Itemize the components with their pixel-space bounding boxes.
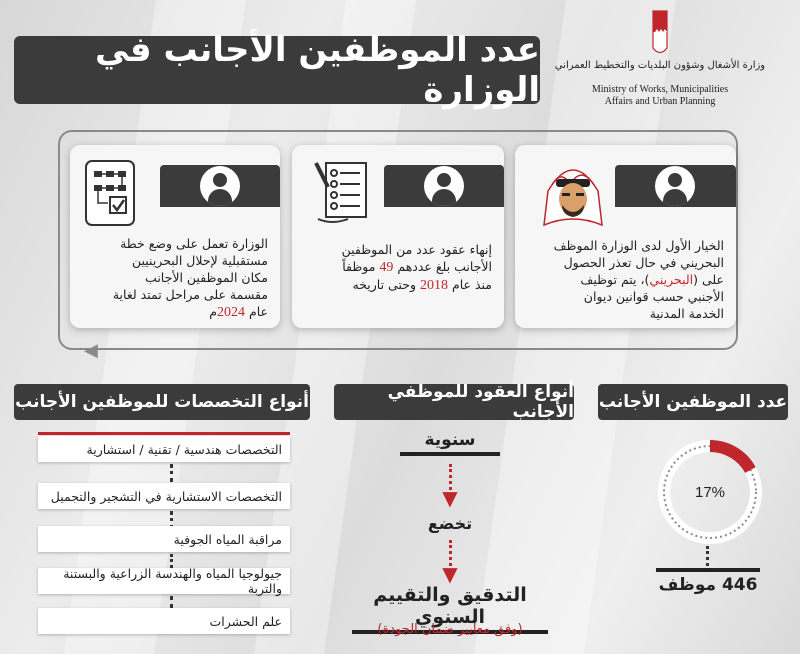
card-header-bar [615,165,736,207]
quality-note: (وفق معايير ضمان الجودة) [377,622,523,637]
card-text-line: مقسمة على مراحل تمتد لغاية [112,287,268,302]
arrow-down-icon: ▼ [442,562,458,586]
highlight-bahraini: البحريني [649,272,694,287]
card-text-line: الأجنبي حسب قوانين ديوان [583,289,724,304]
person-icon [200,166,240,206]
percent-ring [650,432,770,552]
highlight-number: 2024 [217,305,245,320]
contract-type-annual: سنوية [400,430,500,456]
card-text-line: )، يتم توظيف [580,272,650,287]
specialty-item: جيولوجيا المياه والهندسة الزراعية والبستنة والتربة [38,568,290,594]
ministry-logo [550,10,770,120]
card-text-line: إنهاء عقود عدد من الموظفين [341,242,492,257]
card-first-choice [515,145,736,328]
page-title: عدد الموظفين الأجانب في الوزارة [14,36,540,104]
dotted-connector [170,596,174,608]
card-text-line: منذ عام [451,277,492,292]
card-text-line: مكان الموظفين الأجانب [145,270,268,285]
card-text-line: الوزارة تعمل على وضع خطة [120,236,268,251]
highlight-number: 2018 [420,278,448,293]
logo-english-line: Ministry of Works, Municipalities [591,84,729,95]
specialty-item: التخصصات هندسية / تقنية / استشارية [38,436,290,462]
highlight-number: 49 [379,260,394,275]
card-text-line: وحتى تاريخه [352,277,417,292]
section-title-specialties: أنواع التخصصات للموظفين الأجانب [14,384,310,420]
dotted-connector [706,546,710,566]
flowchart-icon [82,157,142,231]
card-text-line: الخدمة المدنية [649,306,724,321]
card-first-choice-text [524,237,724,322]
card-text-line: على ( [693,272,724,287]
card-contracts-ended-text [302,241,492,294]
card-text-line: الأجانب بلغ عددهم [397,259,492,274]
card-replacement-plan [70,145,280,328]
specialty-item: علم الحشرات [38,608,290,634]
card-text-line: م [209,304,217,319]
checklist-pen-icon [312,157,374,231]
card-header-bar [384,165,504,207]
section-title-contracts: أنواع العقود للموظفي الأجانب [334,384,574,420]
red-divider [38,432,290,435]
person-icon [655,166,695,206]
contract-subject: تخضع [427,514,473,533]
specialty-item: مراقبة المياه الجوفية [38,526,290,552]
annual-audit: التدقيق والتقييم السنوي [352,584,548,634]
card-text-line: موظفاً [342,259,376,274]
logo-arabic-text: وزارة الأشغال وشؤون البلديات والتخطيط العمراني [554,60,766,71]
logo-english-line: Affairs and Urban Planning [604,96,716,107]
section-title-count: عدد الموظفين الأجانب [598,384,788,420]
card-text-line: عام [248,304,268,319]
card-header-bar [160,165,280,207]
saudi-man-illustration [540,155,606,233]
card-text-line: الخيار الأول لدى الوزارة الموظف [553,238,724,253]
arrow-down-icon: ▼ [442,486,458,510]
card-text-line: مستقبلية لإحلال البحرينيين [132,253,268,268]
specialty-item: التخصصات الاستشارية في التشجير والتجميل [38,483,290,509]
bahrain-emblem-icon [652,10,668,58]
card-contracts-ended [292,145,504,328]
percent-label: 17% [694,484,726,501]
card-text-line: البحريني في حال تعذر الحصول [563,255,724,270]
total-employees: 446 موظف [656,568,760,598]
person-icon [424,166,464,206]
card-replacement-plan-text [78,235,268,321]
logo-english-text [550,84,770,108]
flow-arrow-icon: ◀ [84,340,98,361]
dotted-connector [170,464,174,482]
